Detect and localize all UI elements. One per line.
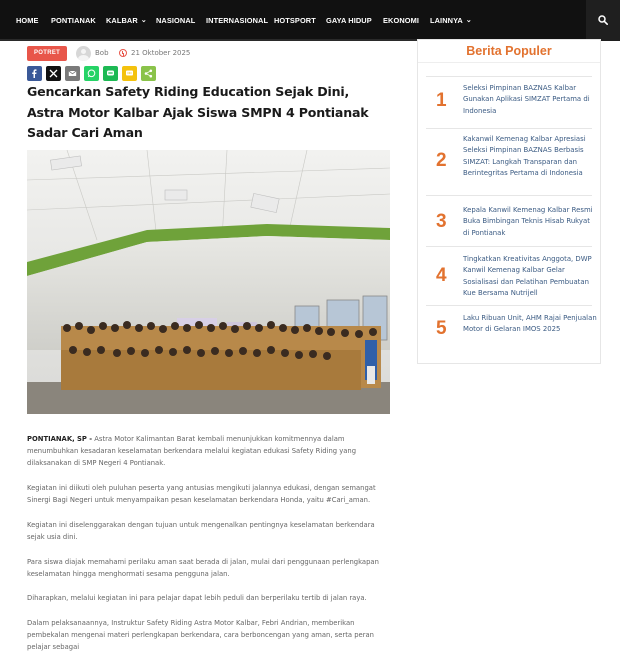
popular-item[interactable] <box>426 76 592 128</box>
clock-icon <box>119 49 127 57</box>
article-title: Gencarkan Safety Riding Education Sejak Dini, Astra Motor Kalbar Ajak Siswa SMPN 4 Pontianak Sadar Cari Aman <box>27 84 369 140</box>
share-more-button[interactable] <box>141 66 156 81</box>
article-paragraph: Kegiatan ini diselenggarakan dengan tujuan untuk mengenalkan pentingnya keselamatan berkendara sejak usia dini. <box>27 520 375 541</box>
nav-item-gaya-hidup[interactable] <box>326 13 372 29</box>
share-line-button[interactable] <box>103 66 118 81</box>
share-whatsapp-button[interactable] <box>84 66 99 81</box>
nav-item-pontianak[interactable] <box>51 13 96 29</box>
article-paragraph: Dalam pelaksanaannya, Instruktur Safety Riding Astra Motor Kalbar, Febri Andrian, memberikan pembekalan mengenai materi perlengkapan berkendara, cara berboncengan yang aman, serta peran pelajar sebagai <box>27 618 374 652</box>
dateline: PONTIANAK, SP - <box>27 435 93 443</box>
article-body <box>27 433 389 654</box>
chevron-down-icon: ⌄ <box>465 17 472 24</box>
nav-item-lainnya[interactable] <box>430 13 472 29</box>
popular-item[interactable] <box>426 195 592 246</box>
article-paragraph: Diharapkan, melalui kegiatan ini para pelajar dapat lebih peduli dan berperilaku tertib di jalan raya. <box>27 594 367 603</box>
nav-label: PONTIANAK <box>51 16 96 25</box>
nav-item-ekonomi[interactable] <box>383 13 419 29</box>
popular-item-title[interactable]: Kepala Kanwil Kemenag Kalbar Resmi Buka Bimbingan Teknis Hisab Rukyat di Pontianak <box>463 206 593 237</box>
nav-label: HOME <box>16 16 39 25</box>
rank-number: 2 <box>436 150 447 171</box>
nav-item-hotsport[interactable] <box>274 13 316 29</box>
share-sms-button[interactable] <box>122 66 137 81</box>
nav-label: EKONOMI <box>383 16 420 25</box>
nav-label: INTERNASIONAL <box>206 16 269 25</box>
group-photo-image <box>27 150 390 414</box>
nav-item-nasional[interactable] <box>156 13 195 29</box>
search-icon <box>598 15 608 25</box>
article-photo[interactable] <box>27 150 390 414</box>
chevron-down-icon: ⌄ <box>140 17 147 24</box>
nav-item-home[interactable] <box>16 13 39 29</box>
facebook-icon <box>30 69 39 78</box>
nav-label: NASIONAL <box>156 16 196 25</box>
share-icon <box>144 69 153 78</box>
rank-number: 3 <box>436 211 447 232</box>
share-facebook-button[interactable] <box>27 66 42 81</box>
rank-number: 4 <box>436 265 447 286</box>
popular-item[interactable] <box>426 128 592 195</box>
nav-label: KALBAR <box>106 16 138 25</box>
share-email-button[interactable] <box>65 66 80 81</box>
popular-item-title[interactable]: Laku Ribuan Unit, AHM Rajai Penjualan Motor di Gelaran IMOS 2025 <box>463 314 597 334</box>
rank-number: 5 <box>436 318 447 339</box>
email-icon <box>68 69 77 78</box>
line-icon <box>106 69 115 78</box>
nav-label: GAYA HIDUP <box>326 16 372 25</box>
article-meta <box>27 46 387 62</box>
whatsapp-icon <box>87 69 96 78</box>
search-button[interactable] <box>586 0 620 41</box>
popular-item-title[interactable]: Seleksi Pimpinan BAZNAS Kalbar Gunakan Aplikasi SIMZAT Pertama di Indonesia <box>463 84 590 115</box>
nav-item-kalbar[interactable] <box>106 13 147 29</box>
avatar <box>76 46 91 61</box>
popular-item[interactable] <box>426 246 592 305</box>
article-paragraph: Kegiatan ini diikuti oleh puluhan peserta yang antusias mengikuti jalannya edukasi, dengan semangat Sinergi Bagi Negeri untuk menyampaikan pesan keselamatan berkendara Honda, yaitu #Cari_aman. <box>27 484 376 505</box>
widget-title: Berita Populer <box>418 40 600 63</box>
sms-icon <box>125 69 134 78</box>
popular-news-widget <box>417 39 601 364</box>
author-name[interactable]: Bob <box>95 49 109 57</box>
nav-item-internasional[interactable] <box>206 13 268 29</box>
popular-item-title[interactable]: Tingkatkan Kreativitas Anggota, DWP Kanwil Kemenag Kalbar Gelar Sosialisasi dan Pelatihan Pembuatan Kue Bersama Nutrijell <box>463 255 592 297</box>
share-x-button[interactable] <box>46 66 61 81</box>
top-navigation <box>0 0 620 41</box>
category-badge[interactable]: POTRET <box>27 46 67 61</box>
nav-label: HOTSPORT <box>274 16 316 25</box>
popular-item-title[interactable]: Kakanwil Kemenag Kalbar Apresiasi Seleksi Pimpinan BAZNAS Berbasis SIMZAT: Langkah Transparan dan Berintegritas Pertama di Indonesia <box>463 135 586 177</box>
publish-date: 21 Oktober 2025 <box>131 49 191 57</box>
article-paragraph: Para siswa diajak memahami perilaku aman saat berada di jalan, mulai dari penggunaan perlengkapan keselamatan hingga menghormati sesama pengguna jalan. <box>27 557 379 578</box>
article-paragraph: PONTIANAK, SP - Astra Motor Kalimantan Barat kembali menunjukkan komitmennya dalam menumbuhkan kesadaran keselamatan berkendara melalui kegiatan edukasi Safety Riding yang dilaksanakan di SMP Negeri 4 Pontianak. <box>27 435 357 468</box>
rank-number: 1 <box>436 90 447 111</box>
nav-label: LAINNYA <box>430 16 463 25</box>
x-icon <box>49 69 58 78</box>
popular-item[interactable] <box>426 305 597 353</box>
